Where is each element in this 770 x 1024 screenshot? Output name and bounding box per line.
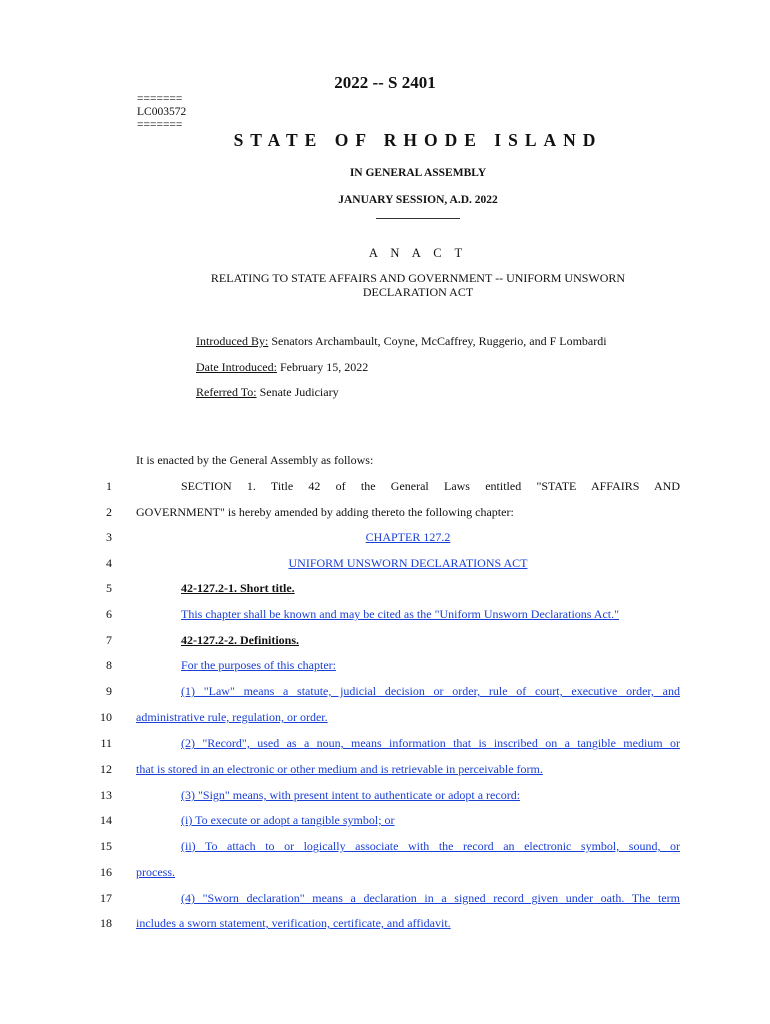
line-number: 11 xyxy=(100,736,112,750)
introduced-value: Senators Archambault, Coyne, McCaffrey, Ruggerio, and F Lombardi xyxy=(268,334,607,348)
line-text: (3) "Sign" means, with present intent to authenticate or adopt a record: xyxy=(181,788,521,802)
lc-rule-bottom: ======= xyxy=(137,119,183,131)
line-number: 1 xyxy=(106,479,112,493)
line-number: 16 xyxy=(100,865,112,879)
line-number: 13 xyxy=(100,788,112,802)
date-value: February 15, 2022 xyxy=(276,360,369,374)
line-text: includes a sworn statement, verification, certificate, and affidavit. xyxy=(136,916,451,930)
relating-line-1: RELATING TO STATE AFFAIRS AND GOVERNMENT -- UNIFORM UNSWORN xyxy=(210,271,626,285)
line-text: (1) "Law" means a statute, judicial decision or order, rule of court, executive order, and xyxy=(181,684,680,698)
line-number: 9 xyxy=(106,684,112,698)
section-heading-short-title: 42-127.2-1. Short title. xyxy=(181,581,295,595)
line-number: 2 xyxy=(106,505,112,519)
line-number: 8 xyxy=(106,658,112,672)
line-text: administrative rule, regulation, or order. xyxy=(136,710,328,724)
line-text: (i) To execute or adopt a tangible symbol; or xyxy=(181,813,395,827)
lc-number: LC003572 xyxy=(137,106,187,118)
line-text: that is stored in an electronic or other medium and is retrievable in perceivable form. xyxy=(136,762,543,776)
session-heading: JANUARY SESSION, A.D. 2022 xyxy=(338,194,498,206)
line-number: 15 xyxy=(100,839,112,853)
referred-label: Referred To: xyxy=(196,385,257,399)
chapter-title: UNIFORM UNSWORN DECLARATIONS ACT xyxy=(288,556,528,570)
lc-rule-top: ======= xyxy=(137,93,183,105)
line-number: 14 xyxy=(100,813,112,827)
referred-to xyxy=(196,385,339,400)
section-heading-definitions: 42-127.2-2. Definitions. xyxy=(181,633,299,647)
line-number: 12 xyxy=(100,762,112,776)
line-text: GOVERNMENT" is hereby amended by adding thereto the following chapter: xyxy=(136,505,514,519)
chapter-number: CHAPTER 127.2 xyxy=(365,530,451,544)
line-text: For the purposes of this chapter: xyxy=(181,658,336,672)
line-text: process. xyxy=(136,865,175,879)
line-text: This chapter shall be known and may be cited as the "Uniform Unsworn Declarations Act." xyxy=(181,607,620,621)
date-introduced xyxy=(196,360,368,375)
date-label: Date Introduced: xyxy=(196,360,277,374)
relating-line-2: DECLARATION ACT xyxy=(362,285,474,299)
line-number: 6 xyxy=(106,607,112,621)
line-text: SECTION 1. Title 42 of the General Laws entitled "STATE AFFAIRS AND xyxy=(181,479,680,493)
enacting-clause: It is enacted by the General Assembly as follows: xyxy=(136,453,374,467)
line-number: 3 xyxy=(106,530,112,544)
introduced-by xyxy=(196,334,607,349)
line-number: 10 xyxy=(100,710,112,724)
line-number: 18 xyxy=(100,916,112,930)
state-title: STATE OF RHODE ISLAND xyxy=(233,130,603,150)
an-act-heading: A N A C T xyxy=(368,246,468,260)
line-number: 5 xyxy=(106,581,112,595)
bill-number: 2022 -- S 2401 xyxy=(334,73,436,92)
line-text: (ii) To attach to or logically associate with the record an electronic symbol, sound, or xyxy=(181,839,680,853)
line-number: 17 xyxy=(100,891,112,905)
line-number: 4 xyxy=(106,556,112,570)
assembly-heading: IN GENERAL ASSEMBLY xyxy=(349,167,487,179)
line-text: (4) "Sworn declaration" means a declaration in a signed record given under oath. The term xyxy=(181,891,680,905)
line-text: (2) "Record", used as a noun, means information that is inscribed on a tangible medium or xyxy=(181,736,680,750)
introduced-label: Introduced By: xyxy=(196,334,269,348)
referred-value: Senate Judiciary xyxy=(256,385,339,399)
line-number: 7 xyxy=(106,633,112,647)
divider xyxy=(376,218,460,219)
